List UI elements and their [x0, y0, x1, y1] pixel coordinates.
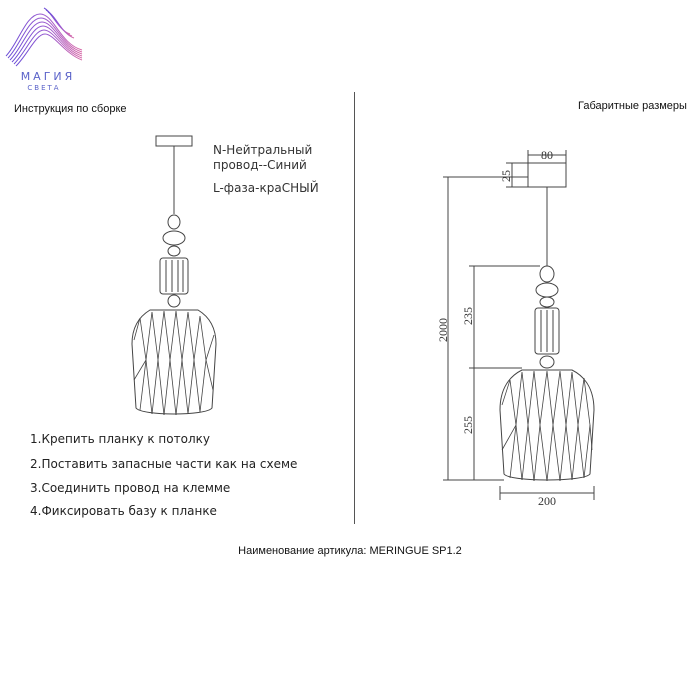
dim-canopy-height: 25 — [499, 170, 513, 182]
wire-phase-note: L-фаза-краСНЫЙ — [213, 181, 319, 195]
glass-shade — [500, 370, 594, 480]
assembly-title: Инструкция по сборке — [14, 103, 127, 115]
dim-shade-height: 255 — [461, 416, 475, 434]
wire-neutral-note: N-Нейтральный провод--Синий — [213, 143, 313, 172]
article-name: Наименование артикула: MERINGUE SP1.2 — [238, 545, 462, 557]
dim-canopy-width: 80 — [541, 148, 553, 162]
dim-decor-height: 235 — [461, 307, 475, 325]
assembly-step: 2.Поставить запасные части как на схеме — [30, 457, 298, 471]
assembly-step: 4.Фиксировать базу к планке — [30, 504, 217, 518]
logo-subtext: СВЕТА — [27, 84, 61, 92]
dimensions-title: Габаритные размеры — [578, 100, 687, 112]
logo-text: МАГИЯ — [20, 70, 76, 83]
assembly-step: 1.Крепить планку к потолку — [30, 432, 210, 446]
dim-shade-width: 200 — [538, 494, 556, 508]
canopy-shape — [528, 163, 566, 187]
assembly-step: 3.Соединить провод на клемме — [30, 481, 231, 495]
dim-total-height: 2000 — [436, 318, 450, 342]
